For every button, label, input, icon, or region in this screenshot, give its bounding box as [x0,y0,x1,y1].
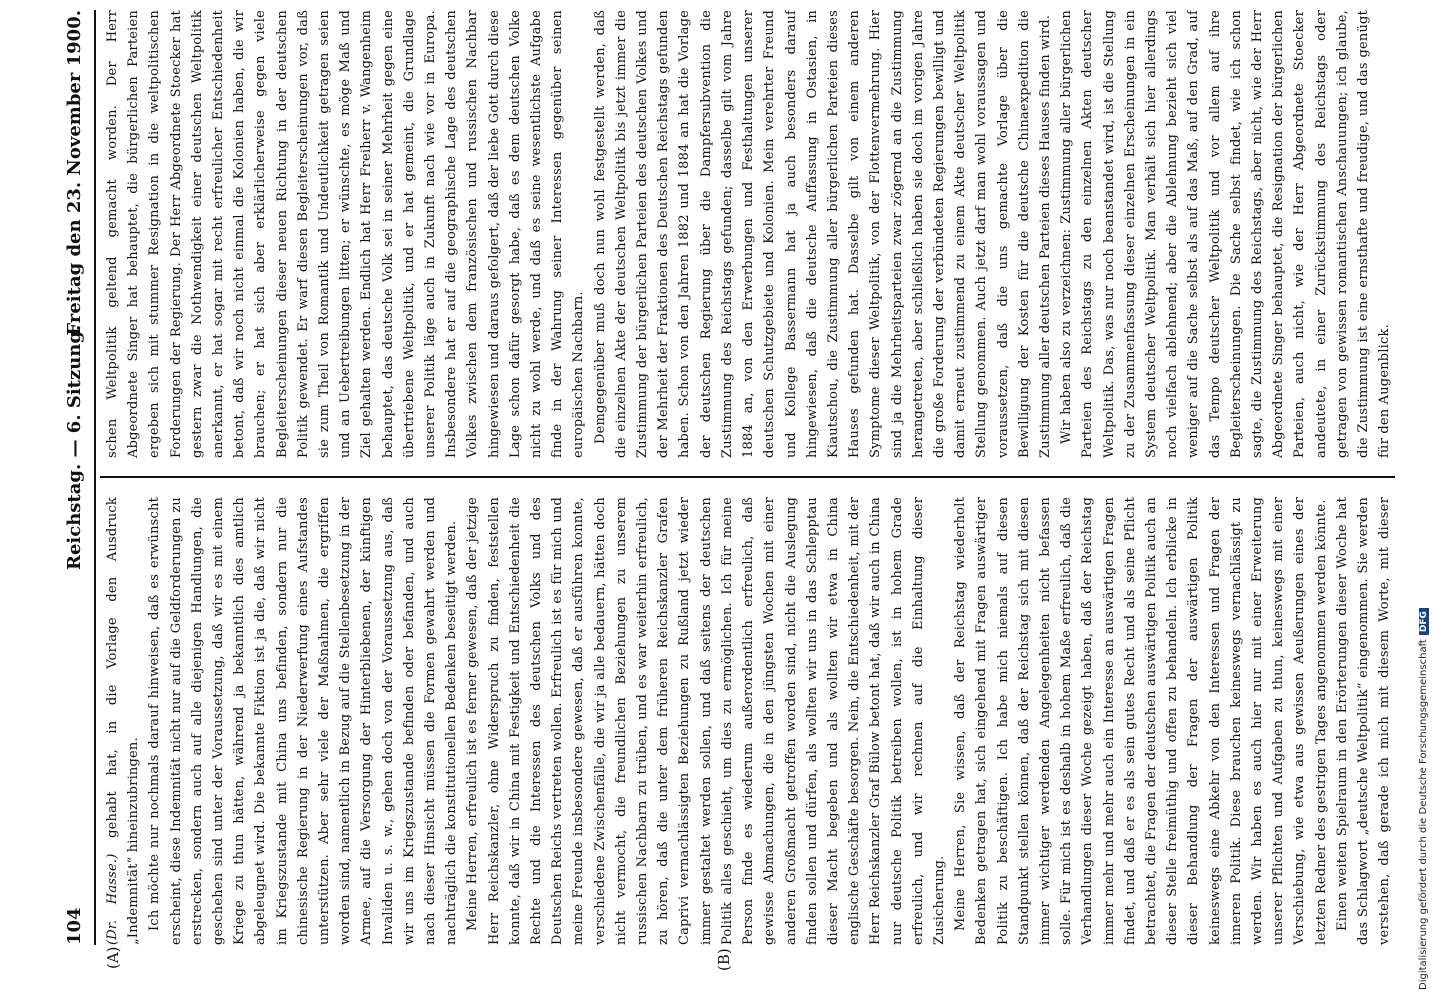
column-divider [100,476,1395,478]
page-header [60,10,94,945]
right-paragraph: Demgegenüber muß doch nun wohl festgestellt werden, daß die einzelnen Akte der deutschen Weltpolitik bis jetzt immer die Zustimmung der bürgerlichen Parteien des deutschen Volkes und der Mehrheit der Fraktionen des Deutschen Reichstags gefunden haben. Schon von den Jahren 1882 und 1884 an hat die Vorlage der deutschen Regierung über die Dampfersubvention die Zustimmung des Reichstags gefunden; dasselbe gilt vom Jahre 1884 an, von den Erwerbungen und Festhaltungen unserer deutschen Schutzgebiete und Kolonien. Mein verehrter Freund und Kollege Bassermann hat ja auch besonders darauf hingewiesen, daß die deutsche Auffassung in Ostasien, in Kiautschou, die Zustimmung aller bürgerlichen Parteien dieses Hauses gefunden hat. Dasselbe gilt von einem anderen Symptome dieser Weltpolitik, von der Flottenvermehrung. Hier sind ja die Mehrheitsparteien zwar zögernd an die Zustimmung herangetreten, aber schließlich haben sie doch im vorigen Jahre die große Forderung der verbündeten Regierungen bewilligt und damit erneut zustimmend zu einem Akte deutscher Weltpolitik Stellung genommen. Auch jetzt darf man wohl voraussagen und voraussetzen, daß die uns gemachte Vorlage über die Bewilligung der Kosten für die deutsche Chinaexpedition die Zustimmung aller deutschen Parteien dieses Hauses finden wird. [592,10,1053,458]
left-paragraph [102,497,144,945]
margin-marker-a: (A) [104,946,122,969]
session-title: Reichstag. — 6. Sitzung. [64,324,85,570]
left-paragraph-text: gehabt hat, in die Vorlage den Ausdruck „Indemnität“ hineinzubringen. [105,497,142,945]
left-paragraph: Meine Herren, erfreulich ist es ferner gewesen, daß der jetzige Herr Reichskanzler, ohne Widerspruch zu finden, feststellen konnte, daß wir in China mit Festigkeit und Entschiedenheit die Rechte und die Interessen des deutschen Volks und des Deutschen Reichs vertreten wollen. Erfreulich ist es für mich und meine Freunde insbesondere gewesen, daß er ausführen konnte, verschiedene Zwischenfälle, die wir ja alle bedauern, hätten doch nicht vermocht, die freundlichen Beziehungen zu unserem russischen Nachbarn zu trüben, und es war weiterhin erfreulich, zu hören, daß die unter dem früheren Reichskanzler Grafen Caprivi vernachlässigten Beziehungen zu Rußland jetzt wieder immer gestaltet werden sollen, und daß seitens der deutschen Politik alles geschieht, um dies zu ermöglichen. Ich für meine Person finde es wiederum außerordentlich erfreulich, daß gewisse Abmachungen, die in den jüngsten Wochen mit einer anderen Großmacht getroffen worden sind, nicht die Auslegung finden sollen und dürfen, als wollten wir uns in das Schlepptau dieser Macht begeben und als wollten wir etwa in China englische Geschäfte besorgen. Nein, die Entschiedenheit, mit der Herr Reichskanzler Graf Bülow betont hat, daß wir auch in China nur deutsche Politik betreiben wollen, ist in hohem Grade erfreulich, und wir rechnen auf die Einhaltung dieser Zusicherung. [465,497,947,945]
page-number: 104 [64,907,85,945]
credit-text: Digitalisierung gefördert durch die Deutsche Forschungsgemeinschaft [1418,639,1429,990]
session-date: Freitag den 23. November 1900. [64,10,85,336]
dfg-logo: DFG [1419,608,1429,635]
margin-marker-b: (B) [715,948,733,971]
left-paragraph: Meine Herren, Sie wissen, daß der Reichstag wiederholt Bedenken getragen hat, sich eingehend mit Fragen auswärtiger Politik zu beschäftigen. Ich habe mich niemals auf diesen Standpunkt stellen können, daß der Reichstag sich mit diesen immer wichtiger werdenden Angelegenheiten nicht befassen solle. Für mich ist es deshalb in hohem Maße erfreulich, daß die Verhandlungen dieser Woche gezeigt haben, daß der Reichstag immer mehr und mehr auch ein Interesse an auswärtigen Fragen findet, und daß er es als sein gutes Recht und als seine Pflicht betrachtet, die Fragen der deutschen auswärtigen Politik auch an dieser Stelle freimüthig und offen zu behandeln. Ich erblicke in dieser Behandlung der Fragen der auswärtigen Politik keineswegs eine Abkehr von den Interessen und Fragen der inneren Politik. Diese brauchen keineswegs vernachlässigt zu werden. Wir haben es auch hier nur mit einer Erweiterung unserer Pflichten und Aufgaben zu thun, keineswegs mit einer Verschiebung, wie etwa aus gewissen Aeußerungen eines der letzten Redner des gestrigen Tages angenommen werden könnte. [953,497,1329,945]
digitization-credit [1418,0,1429,990]
rotated-page-content [60,10,1400,971]
header-rule [94,10,96,945]
left-column [102,497,1392,945]
right-column [102,10,1392,458]
left-paragraph: Einen weiten Spielraum in den Erörterungen dieser Woche hat das Schlagwort „deutsche Weltpolitik“ eingenommen. Sie werden verstehen, daß gerade ich mich mit diesem Worte, mit dieser [1334,497,1392,945]
right-paragraph: Wir haben also zu verzeichnen: Zustimmung aller bürgerlichen Parteien des Reichstags zu den einzelnen Akten deutscher Weltpolitik. Das, was nur noch beanstandet wird, ist die Stellung zu der Zusammenfassung dieser einzelnen Erscheinungen in ein System deutscher Weltpolitik. Man verhält sich hier allerdings noch vielfach ablehnend; aber die Ablehnung bezieht sich viel weniger auf die Sache selbst als auf das Maß, auf den Grad, auf das Tempo deutscher Weltpolitik und vor allem auf ihre Begleiterscheinungen. Die Sache selbst findet, wie ich schon sagte, die Zustimmung des Reichstags, aber nicht, wie der Herr Abgeordnete Singer behauptet, die Resignation der bürgerlichen Parteien, auch nicht, wie der Herr Abgeordnete Stoecker andeutete, in einer Zurückstimmung des Reichstags oder getragen von gewissen romantischen Anschauungen; ich glaube, die Zustimmung ist eine ernsthafte und freudige, und das genügt für den Augenblick. [1059,10,1392,458]
left-paragraph: Ich möchte nur nochmals darauf hinweisen, daß es erwünscht erscheint, diese Indemnität nicht nur auf die Geldforderungen zu erstrecken, sondern auch auf alle diejenigen Handlungen, die geschehen sind unter der Voraussetzung, daß wir es mit einem Kriege zu thun hätten, während ja bekanntlich dies amtlich abgeleugnet wird. Die bekannte Fiktion ist ja die, daß wir nicht im Kriegszustande mit China uns befinden, sondern nur die chinesische Regierung in der Niederwerfung eines Aufstandes unterstützen. Aber sehr viele der Maßnahmen, die ergriffen worden sind, namentlich in Bezug auf die Stellenbesetzung in der Armee, auf die Versorgung der Hinterbliebenen, der künftigen Invaliden u. s. w., gehen doch von der Voraussetzung aus, daß wir uns im Kriegszustande befinden oder befanden, und auch nach dieser Hinsicht müssen die Formen gewahrt werden und nachträglich die konstitutionellen Bedenken beseitigt werden. [147,497,460,945]
right-paragraph: schen Weltpolitik geltend gemacht worden. Der Herr Abgeordnete Singer hat behauptet, die bürgerlichen Parteien ergeben sich mit stummer Resignation in die weltpolitischen Forderungen der Regierung. Der Herr Abgeordnete Stoecker hat gestern zwar die Nothwendigkeit einer deutschen Weltpolitik anerkannt, er hat sogar mit recht erfreulicher Entschiedenheit betont, daß wir noch nicht einmal die Kolonien haben, die wir brauchen; er hat sich aber erklärlicherweise gegen viele Begleiterscheinungen dieser neuen Richtung in der deutschen Politik gewendet. Er warf diesen Begleiterscheinungen vor, daß sie zum Theil von Romantik und Undeutlichkeit getragen seien und an Uebertreibungen litten; er wünschte, es möge Maß und Ziel gehalten werden. Endlich hat Herr Freiherr v. Wangenheim behauptet, das deutsche Volk sei in seiner Mehrheit gegen eine übertriebene Weltpolitik, und er hat gemeint, die Grundlage unserer Politik läge auch in Zukunft nach wie vor in Europa. Insbesondere hat er auf die geographische Lage des deutschen Volkes zwischen dem französischen und russischen Nachbar hingewiesen und daraus gefolgert, daß der liebe Gott durch diese Lage schon dafür gesorgt habe, daß es dem deutschen Volke nicht zu wohl werde, und daß es seine wesentlichste Aufgabe finde in der Wahrung seiner Interessen gegenüber seinen europäischen Nachbarn. [105,10,587,458]
speaker-label: (Dr. Hasse.) [105,853,120,945]
